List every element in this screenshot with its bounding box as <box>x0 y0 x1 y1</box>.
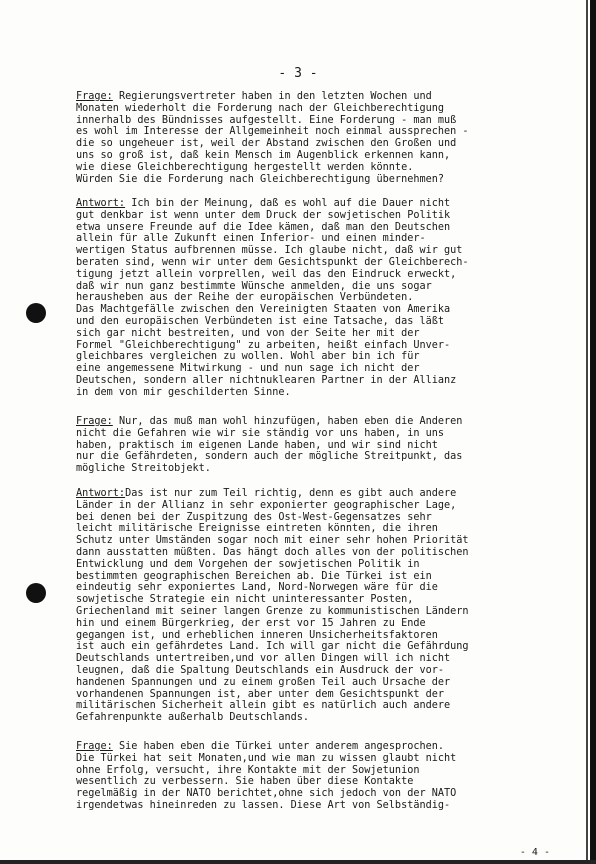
text-line <box>76 328 546 340</box>
text-line <box>76 641 546 653</box>
text-line <box>76 222 546 234</box>
line-text: Monaten wiederholt die Forderung nach der Gleichberechtigung <box>76 102 445 114</box>
line-text: wesentlich zu verbessern. Sie haben über diese Kontakte <box>76 776 414 788</box>
line-text: regelmäßig in der NATO berichtet,ohne sich jedoch von der NATO <box>76 788 457 800</box>
line-text: Sie haben eben die Türkei unter anderem angesprochen. <box>112 741 445 752</box>
text-line <box>76 776 546 788</box>
punch-hole-icon <box>26 303 46 323</box>
line-text: es wohl im Interesse der Allgemeinheit noch einmal aussprechen - <box>76 126 469 138</box>
text-line <box>76 210 546 222</box>
line-text: etwa unsere Freunde auf die Idee kämen, daß man den Deutschen <box>76 221 451 233</box>
line-text: wie diese Gleichberechtigung hergestellt werden könnte. <box>76 161 414 173</box>
text-line <box>76 233 546 245</box>
text-line <box>76 689 546 701</box>
text-line <box>76 138 546 150</box>
text-line <box>76 535 546 547</box>
text-line <box>76 765 546 777</box>
line-text: gut denkbar ist wenn unter dem Druck der sowjetischen Politik <box>76 209 451 221</box>
text-line <box>76 665 546 677</box>
text-line <box>76 115 546 127</box>
speaker-label: Antwort: <box>76 488 126 499</box>
speaker-label: Frage: <box>76 741 113 752</box>
text-line <box>76 245 546 257</box>
text-line <box>76 174 546 186</box>
line-text: Länder in der Allianz in sehr exponierter geographischer Lage, <box>76 499 457 511</box>
text-line <box>76 257 546 269</box>
line-text: eine angemessene Mitwirkung - und nun sage ich nicht der <box>76 363 420 375</box>
line-text: Gefahrenpunkte außerhalb Deutschlands. <box>76 712 310 724</box>
line-text: und den europäischen Verbündeten ist eine Tatsache, das läßt <box>76 315 445 327</box>
line-text: die so ungeheuer ist, weil der Abstand zwischen den Großen und <box>76 138 457 150</box>
text-line <box>76 451 546 463</box>
text-line <box>76 677 546 689</box>
text-line <box>76 126 546 138</box>
line-text: leicht militärische Ereignisse eintreten könnten, die ihren <box>76 523 438 535</box>
line-text: herausheben aus der Reihe der europäischen Verbündeten. <box>76 292 414 304</box>
text-line <box>76 363 546 375</box>
text-line <box>76 547 546 559</box>
line-text: irgendetwas hineinreden zu lassen. Diese Art von Selbständig- <box>76 799 451 811</box>
text-line <box>76 512 546 524</box>
question-block <box>76 91 546 185</box>
scan-edge-bottom <box>0 860 596 864</box>
text-line <box>76 463 546 475</box>
line-text: Formel "Gleichberechtigung" zu arbeiten, heißt einfach Unver- <box>76 339 451 351</box>
text-line <box>76 351 546 363</box>
line-text: militärischen Sicherheit allein gibt es natürlich auch andere <box>76 700 451 712</box>
line-text: mögliche Streitobjekt. <box>76 463 211 475</box>
line-text: Nur, das muß man wohl hinzufügen, haben eben die Anderen <box>112 416 463 427</box>
line-text: Die Türkei hat seit Monaten,und wie man zu wissen glaubt nicht <box>76 752 457 764</box>
text-line <box>76 700 546 712</box>
line-text: Schutz unter Umständen sogar noch mit einer sehr hohen Priorität <box>76 535 469 547</box>
text-line <box>76 500 546 512</box>
text-line <box>76 375 546 387</box>
line-text: bei denen bei der Zuspitzung des Ost-West-Gegensatzes sehr <box>76 511 432 523</box>
line-text: haben, praktisch im eigenen Lande haben, und wir sind nicht <box>76 439 438 451</box>
line-text: dann ausstatten müßten. Das hängt doch alles von der politischen <box>76 546 469 558</box>
line-text: Entwicklung und dem Vorgehen der sowjetischen Politik in <box>76 558 420 570</box>
text-line <box>76 292 546 304</box>
line-text: Würden Sie die Forderung nach Gleichberechtigung übernehmen? <box>76 173 445 185</box>
text-line <box>76 198 546 210</box>
text-line <box>76 712 546 724</box>
scan-edge-right <box>590 0 596 864</box>
line-text: Griechenland mit seiner langen Grenze zu kommunistischen Ländern <box>76 605 469 617</box>
line-text: nicht die Gefahren wie wir sie ständig vor uns haben, in uns <box>76 427 445 439</box>
line-text: sowjetische Strategie ein nicht uninteressanter Posten, <box>76 594 414 606</box>
line-text: Deutschen, sondern aller nichtnuklearen Partner in der Allianz <box>76 374 457 386</box>
text-line <box>76 150 546 162</box>
line-text: Regierungsvertreter haben in den letzten Wochen und <box>112 91 432 102</box>
text-line <box>76 606 546 618</box>
line-text: wertigen Status aufbrennen müsse. Ich glaube nicht, daß wir gut <box>76 245 463 257</box>
line-text: vorhandenen Spannungen ist, aber unter dem Gesichtspunkt der <box>76 688 445 700</box>
text-line <box>76 571 546 583</box>
text-line <box>76 594 546 606</box>
question-block <box>76 741 546 812</box>
text-line <box>76 618 546 630</box>
text-line <box>76 91 546 103</box>
text-line <box>76 416 546 428</box>
line-text: hin und einem Bürgerkrieg, der erst vor 15 Jahren zu Ende <box>76 617 426 629</box>
line-text: beraten sind, wenn wir unter dem Gesichtspunkt der Gleichberech- <box>76 256 469 268</box>
text-line <box>76 582 546 594</box>
text-line <box>76 559 546 571</box>
line-text: Deutschlands untertreiben,und vor allen Dingen will ich nicht <box>76 653 451 665</box>
continuation-mark: - 4 - <box>519 847 550 858</box>
text-line <box>76 387 546 399</box>
text-line <box>76 281 546 293</box>
scan-edge-line <box>586 0 588 864</box>
line-text: innerhalb des Bündnisses aufgestellt. Eine Forderung - man muß <box>76 114 457 126</box>
line-text: bestimmten geographischen Bereichen ab. Die Türkei ist ein <box>76 570 432 582</box>
line-text: gleichbares vergleichen zu wollen. Wohl aber bin ich für <box>76 351 420 363</box>
text-line <box>76 630 546 642</box>
text-line <box>76 340 546 352</box>
text-line <box>76 788 546 800</box>
text-line <box>76 653 546 665</box>
line-text: daß wir nun ganz bestimmte Wünsche anmelden, die uns sogar <box>76 280 432 292</box>
punch-hole-icon <box>26 583 46 603</box>
text-line <box>76 428 546 440</box>
text-line <box>76 269 546 281</box>
page-number: - 3 - <box>278 66 318 81</box>
speaker-label: Frage: <box>76 416 113 427</box>
line-text: nur die Gefährdeten, sondern auch der mögliche Streitpunkt, das <box>76 451 463 463</box>
line-text: in dem von mir geschilderten Sinne. <box>76 386 291 398</box>
text-line <box>76 316 546 328</box>
line-text: Das Machtgefälle zwischen den Vereinigten Staaten von Amerika <box>76 304 451 316</box>
line-text: uns so groß ist, daß kein Mensch im Augenblick erkennen kann, <box>76 149 451 161</box>
text-line <box>76 440 546 452</box>
line-text: ohne Erfolg, versucht, ihre Kontakte mit der Sowjetunion <box>76 764 420 776</box>
speaker-label: Frage: <box>76 91 113 102</box>
line-text: gegangen ist, und erheblichen inneren Unsicherheitsfaktoren <box>76 629 438 641</box>
line-text: sich gar nicht bestreiten, und von der Seite her mit der <box>76 327 420 339</box>
line-text: handenen Spannungen und zu einem großen Teil auch Ursache der <box>76 676 451 688</box>
line-text: eindeutig sehr exponiertes Land, Nord-Norwegen wäre für die <box>76 582 438 594</box>
text-line <box>76 741 546 753</box>
text-line <box>76 488 546 500</box>
text-line <box>76 800 546 812</box>
text-line <box>76 304 546 316</box>
line-text: ist auch ein gefährdetes Land. Ich will gar nicht die Gefährdung <box>76 641 469 653</box>
line-text: allein für alle Zukunft einen Inferior- und einen minder- <box>76 233 426 245</box>
line-text: tigung jetzt allein vorprellen, weil das den Eindruck erweckt, <box>76 268 457 280</box>
speaker-label: Antwort: <box>76 198 126 209</box>
line-text: leugnen, daß die Spaltung Deutschlands ein Ausdruck der vor- <box>76 664 445 676</box>
text-line <box>76 103 546 115</box>
question-block <box>76 416 546 475</box>
text-line <box>76 162 546 174</box>
answer-block <box>76 198 546 399</box>
line-text: Ich bin der Meinung, daß es wohl auf die Dauer nicht <box>125 198 451 209</box>
answer-block <box>76 488 546 724</box>
text-line <box>76 523 546 535</box>
line-text: Das ist nur zum Teil richtig, denn es gibt auch andere <box>125 488 457 499</box>
text-line <box>76 753 546 765</box>
